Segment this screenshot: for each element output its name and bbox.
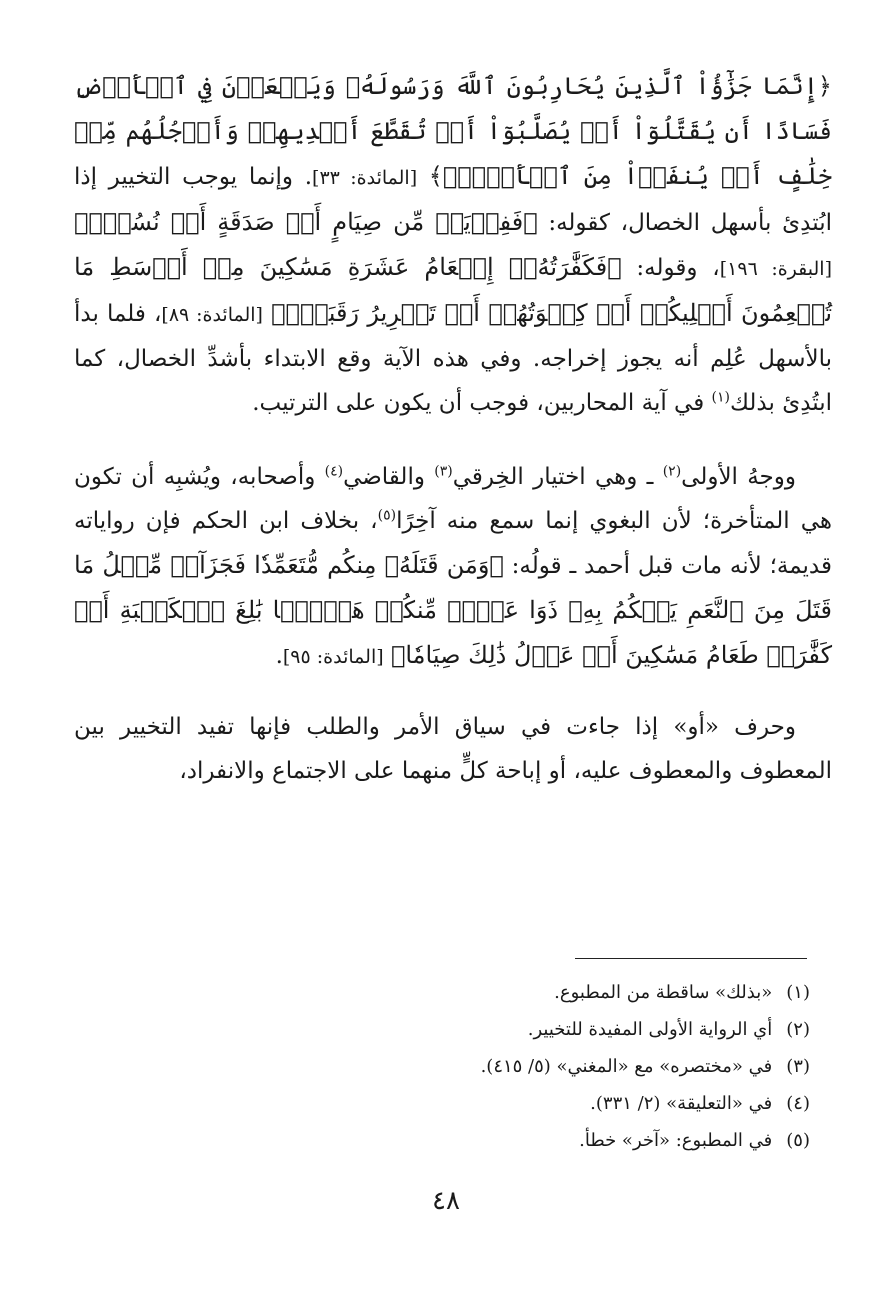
footnote-number: (٣) [786, 1056, 810, 1077]
paragraph-text: ، بخلاف ابن الحكم فإن رواياته قديمة؛ لأنه مات قبل أحمد ـ قولُه: [74, 508, 832, 579]
footnote-item [74, 1085, 810, 1122]
quran-quote: ﴿فَكَفَّٰرَتُهُۥٓ إِطۡعَامُ عَشَرَةِ مَسَٰكِينَ مِنۡ أَوۡسَطِ مَا تُطۡعِمُونَ أَهۡلِيكُمۡ أَوۡ كِسۡوَتُهُمۡ أَوۡ تَحۡرِيرُ رَقَبَةٖۖ﴾ [74, 253, 833, 327]
main-text [74, 64, 832, 793]
footnote-reference[interactable]: (٢) [662, 463, 682, 480]
footnote-text: أي الرواية الأولى المفيدة للتخيير. [527, 1019, 773, 1040]
footnote-text: في المطبوع: «آخر» خطأ. [579, 1130, 773, 1151]
footnote-text: في «التعليقة» (٢/ ٣٣١). [590, 1093, 773, 1114]
footnote-reference[interactable]: (٥) [377, 507, 397, 524]
paragraph-text: وأصحابه، ويُشبِه أن تكون هي المتأخرة؛ لأن البغوي إنما سمع منه آخِرًا [74, 464, 833, 534]
paragraph-text: ، وقوله: [621, 255, 720, 281]
paragraph-text: . وإنما يوجب التخيير إذا ابُتدِئ بأسهل الخصال، كقوله: [74, 164, 832, 236]
paragraph-2 [74, 455, 832, 679]
footnote-item [74, 1011, 810, 1048]
paragraph-text: . [275, 643, 283, 669]
footnote-text: في «مختصره» مع «المغني» (٥/ ٤١٥). [480, 1056, 773, 1077]
paragraph-text: في آية المحاربين، فوجب أن يكون على الترتيب. [252, 390, 712, 416]
footnote-text: «بذلك» ساقطة من المطبوع. [554, 982, 773, 1003]
footnote-number: (١) [786, 982, 810, 1003]
footnote-reference[interactable]: (٤) [324, 463, 344, 480]
verse-citation: [البقرة: ١٩٦] [719, 258, 832, 280]
paragraph-1 [74, 64, 832, 425]
paragraph-text: وحرف «أو» إذا جاءت في سياق الأمر والطلب فإنها تفيد التخيير بين المعطوف والمعطوف عليه، أو إباحة كلٍّ منهما على الاجتماع والانفراد، [74, 714, 832, 784]
quran-quote: ﴿إِنَّمَا جَزَٰٓؤُاْ ٱلَّذِينَ يُحَارِبُونَ ٱللَّهَ وَرَسُولَهُۥ وَيَسۡعَوۡنَ فِي ٱلۡأَرۡضِ فَسَادًا أَن يُقَتَّلُوٓاْ أَوۡ يُصَلَّبُوٓاْ أَوۡ تُقَطَّعَ أَيۡدِيهِمۡ وَأَرۡجُلُهُم مِّنۡ خِلَٰفٍ أَوۡ يُنفَوۡاْ مِنَ ٱلۡأَرۡضِۚ﴾ [74, 72, 833, 190]
footnote-item [74, 1048, 810, 1085]
footnote-number: (٢) [786, 1019, 810, 1040]
verse-citation: [المائدة: ٩٥] [282, 646, 384, 668]
footnotes-list [74, 974, 810, 1159]
verse-citation: [المائدة: ٣٣] [312, 167, 418, 189]
paragraph-text: ووجهُ الأولى [681, 464, 796, 490]
footnote-item [74, 974, 810, 1011]
quran-quote: ﴿وَمَن قَتَلَهُۥ مِنكُم مُّتَعَمِّدٗا فَجَزَآءٞ مِّثۡلُ مَا قَتَلَ مِنَ ٱلنَّعَمِ يَحۡكُمُ بِهِۦ ذَوَا عَدۡلٖ مِّنكُمۡ هَدۡيَۢا بَٰلِغَ ٱلۡكَعۡبَةِ أَوۡ كَفَّٰرَةٞ طَعَامُ مَسَٰكِينَ أَوۡ عَدۡلُ ذَٰلِكَ صِيَامٗا﴾ [74, 551, 832, 669]
page-number: ٤٨ [432, 1186, 460, 1216]
paragraph-text: والقاضي [343, 464, 435, 490]
paragraph-text: ، فلما بدأ بالأسهل عُلِم أنه يجوز إخراجه. وفي هذه الآية وقع الابتداء بأشدِّ الخصال، كما ابتُدِئ بذلك [74, 301, 832, 416]
footnote-number: (٤) [786, 1093, 810, 1114]
paragraph-3 [74, 705, 832, 793]
footnote-reference[interactable]: (٣) [434, 463, 453, 480]
footnote-reference[interactable]: (١) [711, 389, 731, 406]
quran-quote: ﴿فَفِدۡيَةٞ مِّن صِيَامٍ أَوۡ صَدَقَةٍ أَوۡ نُسُكٖۚ﴾ [74, 208, 538, 236]
footnote-divider [575, 958, 807, 959]
verse-citation: [المائدة: ٨٩] [161, 304, 263, 326]
footnote-item [74, 1122, 810, 1159]
footnote-number: (٥) [786, 1130, 810, 1151]
paragraph-text: ـ وهي اختيار الخِرقي [452, 464, 663, 490]
